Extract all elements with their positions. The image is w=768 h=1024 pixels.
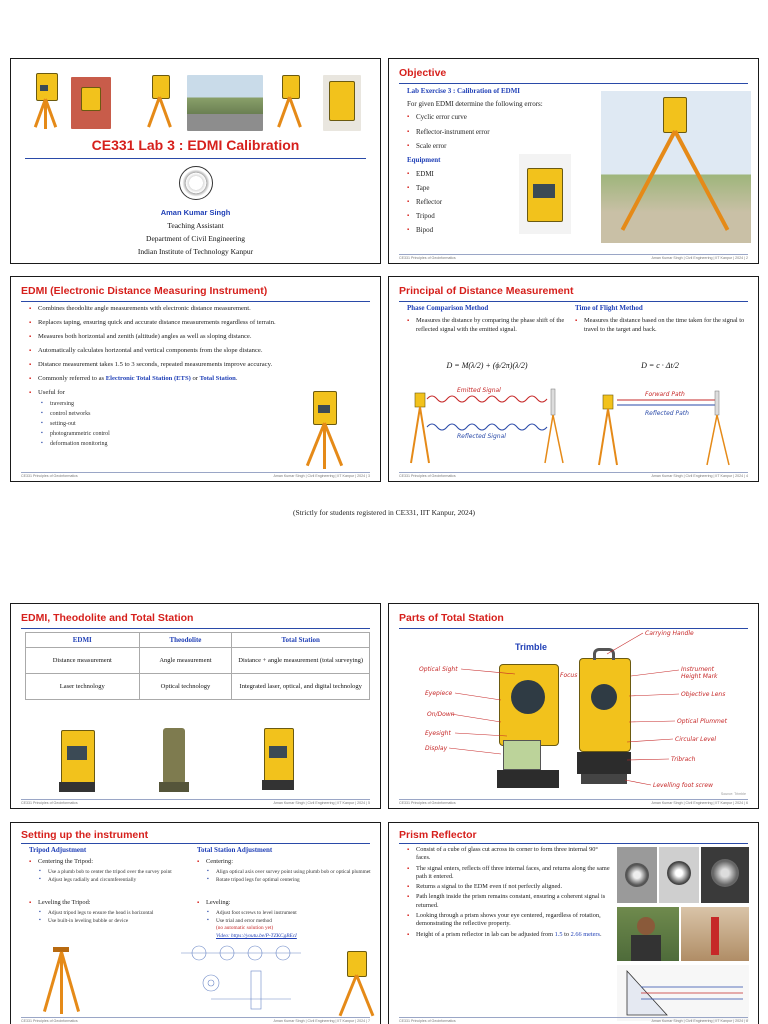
slide-footer: CE331 Principles of Geoinformatics Aman Kumar Singh | Civil Engineering | IIT Kanpur | 2024 | 5: [21, 801, 370, 805]
phase-diagram: [405, 387, 570, 467]
ts-leveling-list: [207, 910, 372, 924]
slide-title: Principal of Distance Measurement: [399, 285, 574, 297]
edmi-photo: [519, 154, 571, 234]
slide-4: [388, 276, 759, 482]
page-caption: (Strictly for students registered in CE331, IIT Kanpur, 2024): [292, 508, 476, 517]
list-item: ▪ Automatically calculates horizontal and vertical components from the slope distance.: [29, 346, 374, 357]
list-item: ▪ traversing: [41, 400, 110, 408]
slide-title: Setting up the instrument: [21, 829, 149, 841]
list-item: ▪ Consist of a cube of glass cut across its corner to form three internal 90° faces.: [407, 846, 613, 863]
exercise-heading: Lab Exercise 3 : Calibration of EDMI: [407, 87, 521, 95]
theodolite-image: [159, 724, 189, 796]
label-eyesight: Eyesight: [425, 730, 451, 737]
slide-title: Prism Reflector: [399, 829, 477, 841]
tof-list: [575, 317, 745, 334]
prism-person-photo-1: [617, 907, 679, 961]
tof-heading: Time of Flight Method: [575, 304, 643, 312]
list-item: ▪ Centering:: [197, 858, 367, 867]
video-link[interactable]: Video: https://youtu.be/P-TZKCgBEcI: [216, 933, 297, 939]
tripod-photo: [601, 91, 751, 243]
table-cell: Distance measurement: [26, 648, 140, 674]
prism-ray-diagram: [617, 965, 749, 1021]
table-row: [26, 648, 370, 674]
prism-photo-1: [617, 847, 657, 903]
list-item: ▪ deformation monitoring: [41, 440, 110, 448]
tripod-leveling: [29, 899, 199, 908]
slide-5: [10, 603, 381, 809]
list-item: ▪ The signal enters, reflects off three internal faces, and returns along the same path it entered.: [407, 865, 613, 882]
ts-centering-list: [207, 869, 372, 883]
slide-footer: CE331 Principles of Geoinformatics Aman Kumar Singh | Civil Engineering | IIT Kanpur | 2024 | 7: [21, 1019, 370, 1023]
slide-8: [388, 822, 759, 1024]
label-leader-lines: [389, 604, 759, 809]
tof-formula: D = c · Δt/2: [641, 361, 679, 370]
prism-photo-3: [701, 847, 749, 903]
list-item: ▪ setting-out: [41, 420, 110, 428]
author-dept: Department of Civil Engineering: [146, 234, 245, 243]
list-item: ▪ Reflector: [407, 197, 442, 208]
list-item: ▪ Tripod: [407, 211, 442, 222]
table-cell: Optical technology: [139, 674, 232, 700]
auto-note: (no automatic solution yet): [216, 925, 274, 931]
list-item: ▪ Use a plumb bob to center the tripod over the survey point: [39, 869, 199, 876]
list-item: ▪ Looking through a prism shows your eye centered, regardless of rotation, demonstrating the reflective property.: [407, 912, 613, 929]
table-cell: Angle measurement: [139, 648, 232, 674]
lead-text: For given EDMI determine the following errors:: [407, 100, 543, 108]
slide-footer: CE331 Principles of Geoinformatics Aman Kumar Singh | Civil Engineering | IIT Kanpur | 2024 | 8: [399, 1019, 748, 1023]
label-objective-lens: Objective Lens: [681, 691, 726, 698]
slide-7: [10, 822, 381, 1024]
table-cell: Laser technology: [26, 674, 140, 700]
tripod-heading: Tripod Adjustment: [29, 846, 87, 854]
label-display: Display: [425, 745, 448, 752]
slide-title: EDMI, Theodolite and Total Station: [21, 612, 194, 624]
list-item: ▪ Reflector-instrument error: [407, 127, 490, 138]
tof-diagram: [589, 389, 739, 467]
slide-3: [10, 276, 381, 482]
header-total-station: Total Station: [232, 633, 370, 648]
phase-list: [407, 317, 567, 334]
list-item: ▪ Rotate tripod legs for optimal centering: [207, 877, 372, 884]
list-item: ▪ photogrammetric control: [41, 430, 110, 438]
author-name: Aman Kumar Singh: [160, 208, 231, 217]
table-cell: Distance + angle measurement (total surveying): [232, 648, 370, 674]
equipment-list: [407, 169, 442, 236]
emitted-signal-label: Emitted Signal: [457, 387, 501, 394]
list-item: ▪ control networks: [41, 410, 110, 418]
label-levelling-foot-screw: Levelling foot screw: [653, 782, 713, 789]
slide-1: [10, 58, 381, 264]
label-carrying-handle: Carrying Handle: [645, 630, 694, 637]
list-item: ▪ Cyclic error curve: [407, 112, 490, 123]
prism-person-photo-2: [681, 907, 749, 961]
reflected-signal-label: Reflected Signal: [457, 433, 506, 440]
image-credit: Source: Trimble: [720, 792, 746, 796]
list-item: ▪ Useful for: [29, 388, 374, 399]
title: CE331 Lab 3 : EDMI Calibration: [91, 137, 300, 153]
uses-list: [41, 400, 110, 448]
forward-path-label: Forward Path: [645, 391, 685, 398]
list-item: ▪ Leveling the Tripod:: [29, 899, 199, 908]
list-item: ▪ Measures both horizontal and zenith (altitude) angles as well as sloping distance.: [29, 332, 374, 343]
label-on-down: On/Down: [427, 711, 455, 718]
tripod-leveling-list: [39, 910, 199, 924]
slide-footer: CE331 Principles of Geoinformatics Aman Kumar Singh | Civil Engineering | IIT Kanpur | 2024 | 6: [399, 801, 748, 805]
slide-title: Parts of Total Station: [399, 612, 504, 624]
street-photo: [187, 75, 263, 131]
list-item: ▪ Measures the distance based on the time taken for the signal to travel to the target and back.: [575, 317, 745, 334]
error-list: [407, 112, 490, 152]
list-item: ▪ Adjust foot screws to level instrument: [207, 910, 372, 917]
bullet-list: [29, 304, 374, 399]
ts-heading: Total Station Adjustment: [197, 846, 273, 854]
total-station-photo-4: [275, 73, 305, 131]
table-cell: Integrated laser, optical, and digital technology: [232, 674, 370, 700]
list-item: ▪ Leveling:: [197, 899, 367, 908]
list-item: ▪ Scale error: [407, 141, 490, 152]
edmi-image: [57, 726, 97, 796]
slide-2: [388, 58, 759, 264]
slide-title: Objective: [399, 67, 447, 79]
total-station-tripod-image: [341, 951, 371, 1021]
list-item: ▪ Combines theodolite angle measurements with electronic distance measurement.: [29, 304, 374, 315]
list-item: ▪ Align optical axis over survey point using plumb bob or optical plummet: [207, 869, 372, 876]
total-station-photo-3: [145, 73, 175, 131]
ts-centering: [197, 858, 367, 867]
list-item-commonly: ▪ Commonly referred to as Electronic Total Station (ETS) or Total Station.: [29, 374, 374, 385]
label-eyepiece: Eyepiece: [425, 690, 453, 697]
slide-footer: CE331 Principles of Geoinformatics Aman Kumar Singh | Civil Engineering | IIT Kanpur | 2024 | 4: [399, 474, 748, 478]
iitk-logo: [179, 166, 213, 200]
author-role: Teaching Assistant: [167, 221, 224, 230]
ts-leveling: [197, 899, 367, 908]
header-edmi: EDMI: [26, 633, 140, 648]
list-item: ▪ Adjust legs radially and circumferentially: [39, 877, 199, 884]
list-item: ▪ Tape: [407, 183, 442, 194]
total-station-photo: [293, 389, 357, 469]
label-optical-sight: Optical Sight: [419, 666, 458, 673]
list-item: ▪ Adjust tripod legs to ensure the head is horizontal: [39, 910, 199, 917]
equipment-heading: Equipment: [407, 156, 441, 164]
phase-heading: Phase Comparison Method: [407, 304, 489, 312]
phase-formula: D = M(λ/2) + (ϕ/2π)(λ/2): [446, 361, 528, 370]
author-institute: Indian Institute of Technology Kanpur: [137, 247, 254, 256]
list-item: ▪ Use built-in leveling bubble or device: [39, 918, 199, 925]
reflected-path-label: Reflected Path: [645, 410, 689, 417]
table-row: [26, 674, 370, 700]
list-item: ▪ Centering the Tripod:: [29, 858, 199, 867]
slide-title: EDMI (Electronic Distance Measuring Instrument): [21, 285, 268, 297]
tripod-centering-list: [39, 869, 199, 883]
list-item: ▪ Use trial and error method: [207, 918, 372, 925]
photo-strip: [25, 67, 370, 132]
list-item: ▪ Measures the distance by comparing the phase shift of the reflected signal with the emitted signal.: [407, 317, 567, 334]
label-focus: Focus: [560, 672, 578, 679]
slide-footer: CE331 Principles of Geoinformatics Aman Kumar Singh | Civil Engineering | IIT Kanpur | 2024 | 3: [21, 474, 370, 478]
slide-6: [388, 603, 759, 809]
label-tribrach: Tribrach: [671, 756, 696, 763]
label-circular-level: Circular Level: [675, 736, 717, 743]
total-station-image: [261, 724, 295, 796]
list-item: ▪ EDMI: [407, 169, 442, 180]
list-item: ▪ Replaces taping, ensuring quick and accurate distance measurements regardless of terrain.: [29, 318, 374, 329]
comparison-table: [25, 632, 370, 700]
label-optical-plummet: Optical Plummet: [677, 718, 727, 725]
list-item-height: ▪ Height of a prism reflector in lab can be adjusted from 1.5 to 2.66 meters.: [407, 931, 613, 939]
list-item: ▪ Distance measurement takes 1.5 to 3 seconds, repeated measurements improve accuracy.: [29, 360, 374, 371]
table-header-row: [26, 633, 370, 648]
setup-diagram: [181, 943, 331, 1017]
label-instrument-height-mark: Instrument Height Mark: [681, 666, 718, 680]
header-theodolite: Theodolite: [139, 633, 232, 648]
total-station-photo-1: [31, 71, 61, 131]
prism-photo-2: [659, 847, 699, 903]
bullet-list: [407, 846, 613, 939]
trimble-logo: Trimble: [515, 642, 548, 652]
slide-footer: CE331 Principles of Geoinformatics Aman Kumar Singh | Civil Engineering | IIT Kanpur | 2024 | 2: [399, 256, 748, 260]
list-item: ▪ Bipod: [407, 225, 442, 236]
tripod-list: [29, 858, 199, 867]
list-item: ▪ Returns a signal to the EDM even if not perfectly aligned.: [407, 883, 613, 891]
tripod-image: [41, 947, 81, 1017]
list-item: ▪ Path length inside the prism remains constant, ensuring a coherent signal is returned.: [407, 893, 613, 910]
